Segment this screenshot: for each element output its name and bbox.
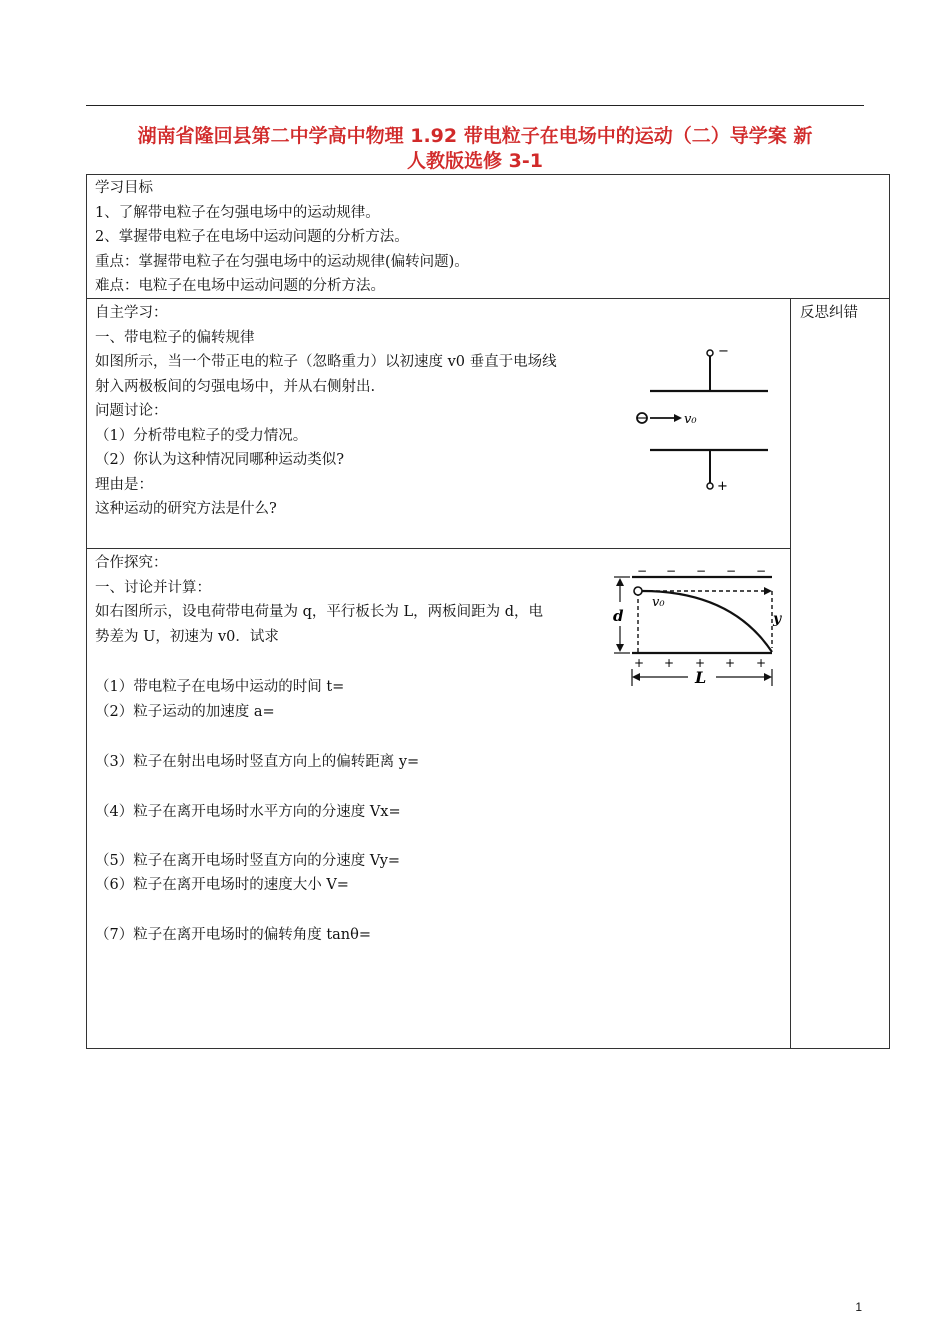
velocity-label: v₀ [652,595,665,610]
cooperation-block [95,551,543,649]
page-number: 1 [855,1300,862,1314]
objectives-heading: 学习目标 [95,180,153,196]
question: 这种运动的研究方法是什么? [95,501,277,517]
question-3: （3）粒子在射出电场时竖直方向上的偏转距离 y= [95,754,420,770]
reason-label: 理由是： [95,476,153,493]
paragraph: 射入两极板间的匀强电场中，并从右侧射出. [95,378,376,395]
particle-icon [634,587,642,595]
table-border-top [86,174,890,175]
plus-sign: + [725,656,736,670]
column-divider [790,298,791,1049]
table-border-right [889,174,890,1049]
length-label-L: L [695,668,707,687]
minus-sign: − [756,564,767,578]
plus-sign: + [664,656,675,670]
top-rule [86,105,864,106]
top-plate-sign: − [718,345,729,359]
minus-sign: − [726,564,737,578]
paragraph: 如右图所示，设电荷带电荷量为 q，平行板长为 L，两板间距为 d，电 [95,604,544,620]
key-point: 重点：掌握带电粒子在匀强电场中的运动规律(偏转问题)。 [95,253,469,270]
plate-diagram [630,345,780,495]
title-line-2: 人教版选修 3-1 [407,150,543,172]
arrow-icon [674,414,682,422]
document-title [86,124,864,174]
deflection-diagram [604,562,786,690]
objective-item: 2、掌握带电粒子在电场中运动问题的分析方法。 [95,229,409,245]
question-1: （1）带电粒子在电场中运动的时间 t= [95,679,345,695]
bottom-plate-sign: + [717,479,728,494]
self-study-block [95,301,557,522]
table-border-bottom [86,1048,890,1049]
question: （1）分析带电粒子的受力情况。 [95,427,308,444]
deflection-label-y: y [773,611,782,627]
objectives-block [95,176,469,299]
section-title: 一、讨论并计算： [95,579,211,596]
title-line-1: 湖南省隆回县第二中学高中物理 1.92 带电粒子在电场中的运动（二）导学案 新 [137,125,813,147]
minus-sign: − [696,564,707,578]
question-2: （2）粒子运动的加速度 a= [95,704,275,720]
difficulty-point: 难点：电粒子在电场中运动问题的分析方法。 [95,278,385,294]
plus-sign: + [756,656,767,670]
self-study-heading: 自主学习： [95,305,168,321]
minus-sign: − [666,564,677,578]
minus-sign: − [637,564,648,578]
section-title: 一、带电粒子的偏转规律 [95,329,255,346]
plus-sign: + [695,656,706,670]
question-4: （4）粒子在离开电场时水平方向的分速度 Vx= [95,804,401,820]
table-border-left [86,174,87,1049]
question-6: （6）粒子在离开电场时的速度大小 V= [95,877,349,893]
reflection-label: 反思纠错 [800,305,858,321]
gap-label-d: d [613,607,624,625]
velocity-label: v₀ [684,412,697,427]
question-5: （5）粒子在离开电场时竖直方向的分速度 Vy= [95,853,401,869]
discussion-label: 问题讨论： [95,403,168,419]
paragraph: 势差为 U，初速为 v0．试求 [95,628,279,645]
plus-sign: + [634,656,645,670]
question: （2）你认为这种情况同哪种运动类似? [95,452,344,468]
objective-item: 1、了解带电粒子在匀强电场中的运动规律。 [95,204,380,221]
paragraph: 如图所示，当一个带正电的粒子（忽略重力）以初速度 v0 垂直于电场线 [95,354,557,370]
row-divider-2 [86,548,790,549]
question-7: （7）粒子在离开电场时的偏转角度 tanθ= [95,927,372,943]
cooperation-heading: 合作探究： [95,555,168,571]
